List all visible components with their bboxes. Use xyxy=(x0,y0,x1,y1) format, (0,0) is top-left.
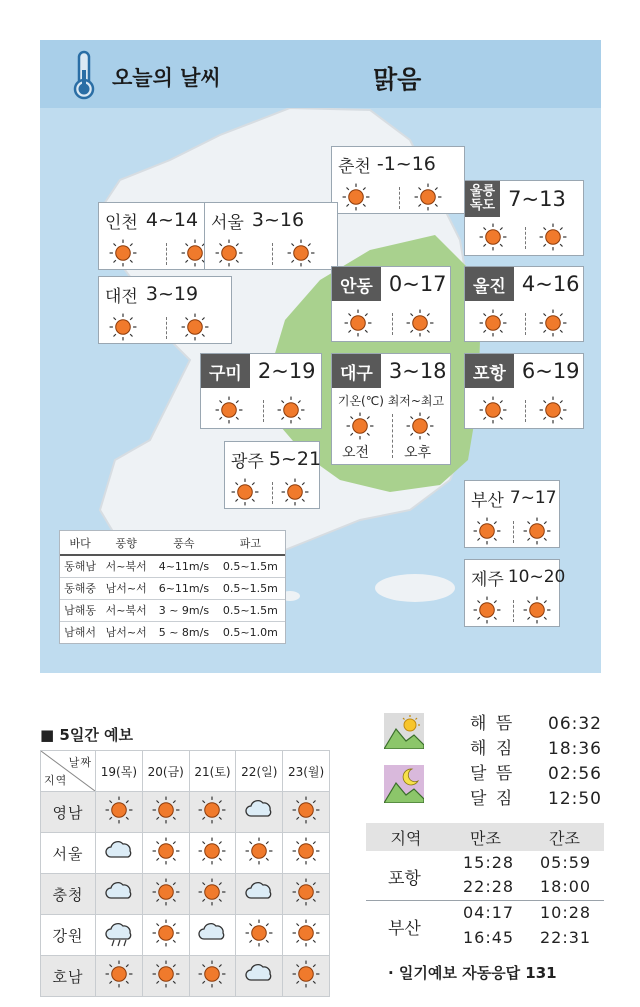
cloud-icon xyxy=(189,915,236,956)
sunset-row xyxy=(470,734,602,759)
divider xyxy=(272,482,273,504)
city-name: 서울 xyxy=(211,212,244,233)
city-name: 광주 xyxy=(231,451,264,472)
table-row xyxy=(41,874,330,915)
divider xyxy=(166,317,167,339)
sun-icon xyxy=(473,517,501,545)
sea-cell: 0.5~1.0m xyxy=(222,625,278,639)
city-name: 구미 xyxy=(201,354,250,388)
sun-icon xyxy=(142,956,189,997)
day-header: 20(금) xyxy=(142,751,189,792)
sun-icon xyxy=(283,874,330,915)
sea-cell: 남서~서 xyxy=(105,626,147,640)
sun-icon xyxy=(236,833,283,874)
sea-cell: 남서~서 xyxy=(100,577,152,599)
am-label: 오전 xyxy=(342,445,370,461)
city-name: 제주 xyxy=(471,569,504,590)
thermometer-icon xyxy=(70,50,98,100)
sun-icon xyxy=(215,239,243,267)
sunset-time: 18:36 xyxy=(548,739,602,759)
sun-icon xyxy=(281,478,309,506)
sun-icon xyxy=(96,956,143,997)
pm-label: 오후 xyxy=(404,445,432,461)
city-temp: 7~13 xyxy=(508,187,566,211)
sun-icon xyxy=(189,956,236,997)
sun-icon xyxy=(539,223,567,251)
table-row xyxy=(60,577,285,599)
sun-icon xyxy=(283,833,330,874)
city-temp: 0~17 xyxy=(388,272,447,296)
city-card-gwangju xyxy=(224,441,320,509)
sun-icon xyxy=(539,309,567,337)
tide-location: 부산 xyxy=(388,919,421,939)
sea-cell: 동해남 xyxy=(60,555,100,577)
city-temp: 6~19 xyxy=(521,359,580,383)
sun-icon xyxy=(283,915,330,956)
divider xyxy=(392,313,393,335)
cloud-icon xyxy=(236,792,283,833)
sun-icon xyxy=(142,915,189,956)
corner-cell xyxy=(41,751,96,792)
table-row xyxy=(41,792,330,833)
sunset-label: 해 짐 xyxy=(470,739,515,759)
divider xyxy=(525,313,526,335)
tide-low-time: 22:31 xyxy=(540,928,592,947)
sun-icon xyxy=(479,309,507,337)
table-row xyxy=(60,621,285,643)
day-header: 19(목) xyxy=(96,751,143,792)
region-name: 서울 xyxy=(41,833,96,874)
sea-cell: 서~북서 xyxy=(100,555,152,577)
city-name: 인천 xyxy=(105,212,138,233)
city-card-daejeon xyxy=(98,276,232,344)
sea-cell: 0.5~1.5m xyxy=(216,599,285,621)
city-card-chuncheon xyxy=(331,146,465,214)
divider xyxy=(263,400,264,422)
divider xyxy=(513,521,514,543)
city-card-daegu xyxy=(331,353,451,465)
cloud-icon xyxy=(236,956,283,997)
region-name: 영남 xyxy=(41,792,96,833)
tide-header-region: 지역 xyxy=(390,828,422,848)
moonset-label: 달 짐 xyxy=(470,789,515,809)
weather-map-panel xyxy=(40,40,601,673)
region-name: 호남 xyxy=(41,956,96,997)
city-name: 춘천 xyxy=(338,156,371,177)
city-temp: 3~18 xyxy=(388,359,447,383)
tide-high-time: 22:28 xyxy=(463,877,515,896)
city-temp: 3~16 xyxy=(251,209,305,231)
tide-header-high: 만조 xyxy=(470,828,501,848)
city-temp: 2~19 xyxy=(257,359,316,383)
sea-cell: 0.5~1.5m xyxy=(216,555,285,577)
city-temp: 4~14 xyxy=(145,209,199,231)
sun-icon xyxy=(523,596,551,624)
sea-header-row xyxy=(60,531,285,555)
sun-icon xyxy=(406,309,434,337)
city-card-jeju xyxy=(464,559,566,627)
tide-location: 포항 xyxy=(388,869,421,889)
region-name: 충청 xyxy=(41,874,96,915)
sun-icon xyxy=(231,478,259,506)
sea-header-cell: 풍속 xyxy=(152,531,216,555)
day-header: 23(월) xyxy=(283,751,330,792)
city-card-gumi xyxy=(200,353,322,429)
rain-cloud-icon xyxy=(96,915,143,956)
sea-conditions-table xyxy=(59,530,286,644)
divider xyxy=(525,227,526,249)
city-card-seoul xyxy=(204,202,338,270)
day-header: 21(토) xyxy=(189,751,236,792)
sun-icon xyxy=(236,915,283,956)
table-row xyxy=(41,833,330,874)
sea-header-cell: 풍향 xyxy=(100,531,152,555)
sun-icon xyxy=(344,309,372,337)
sea-cell: 4~11m/s xyxy=(152,555,216,577)
forecast-title: ■ 5일간 예보 xyxy=(40,726,134,744)
tide-header-low: 간조 xyxy=(549,828,580,848)
sun-icon xyxy=(142,833,189,874)
tide-low-time: 10:28 xyxy=(540,903,592,922)
sun-icon xyxy=(539,396,567,424)
forecast-header-row xyxy=(41,751,330,792)
sun-icon xyxy=(189,874,236,915)
divider xyxy=(166,243,167,265)
sun-icon xyxy=(479,223,507,251)
sun-icon xyxy=(277,396,305,424)
moonrise-row xyxy=(470,759,602,784)
sea-cell: 남해동 xyxy=(60,599,100,621)
sea-cell: 동해중 xyxy=(60,577,100,599)
city-card-pohang xyxy=(464,353,584,429)
sun-icon xyxy=(473,596,501,624)
corner-region-label: 지역 xyxy=(44,774,68,787)
city-card-uljin xyxy=(464,266,584,342)
sea-cell: 서~북서 xyxy=(100,599,152,621)
sun-icon xyxy=(181,313,209,341)
sun-icon xyxy=(96,792,143,833)
temp-legend: 기온(℃) 최저~최고 xyxy=(337,394,445,408)
forecast-table xyxy=(40,750,330,997)
cloud-icon xyxy=(96,833,143,874)
city-card-andong xyxy=(331,266,451,342)
table-row xyxy=(60,555,285,577)
city-temp: 7~17 xyxy=(509,488,557,508)
sun-icon xyxy=(189,792,236,833)
city-card-busan xyxy=(464,480,560,548)
cloud-icon xyxy=(96,874,143,915)
island xyxy=(169,501,201,515)
sun-icon xyxy=(142,792,189,833)
day-header: 22(일) xyxy=(236,751,283,792)
table-row xyxy=(41,915,330,956)
sun-icon xyxy=(283,792,330,833)
city-name: 포항 xyxy=(465,354,514,388)
tide-high-time: 16:45 xyxy=(463,928,515,947)
tide-header xyxy=(366,823,604,851)
moonset-row xyxy=(470,784,602,809)
sun-icon xyxy=(346,412,374,440)
moonset-time: 12:50 xyxy=(548,789,602,809)
region-name: 강원 xyxy=(41,915,96,956)
city-name: 울진 xyxy=(465,267,514,301)
sun-icon xyxy=(189,833,236,874)
sun-icon xyxy=(109,239,137,267)
tide-low-time: 05:59 xyxy=(540,853,592,872)
sea-cell: 5 ~ 8m/s xyxy=(158,625,210,639)
city-temp: 3~19 xyxy=(145,283,199,305)
divider xyxy=(525,400,526,422)
city-name: 대전 xyxy=(105,286,138,307)
city-name: 부산 xyxy=(471,490,504,511)
sun-icon xyxy=(342,183,370,211)
sea-header-cell: 파고 xyxy=(216,531,285,555)
city-temp: 5~21 xyxy=(268,448,322,470)
sea-cell: 0.5~1.5m xyxy=(216,577,285,599)
tide-low-time: 18:00 xyxy=(540,877,592,896)
sun-icon xyxy=(109,313,137,341)
sunrise-label: 해 뜸 xyxy=(470,714,515,734)
city-temp: 4~16 xyxy=(521,272,580,296)
sunrise-row xyxy=(470,709,602,734)
tide-high-time: 04:17 xyxy=(463,903,515,922)
city-temp: 10~20 xyxy=(507,567,566,587)
city-name: 대구 xyxy=(332,354,381,388)
sea-header-cell: 바다 xyxy=(60,531,100,555)
city-temp: -1~16 xyxy=(376,153,436,175)
weather-condition: 맑음 xyxy=(373,65,422,94)
city-name: 안동 xyxy=(332,267,381,301)
sun-icon xyxy=(479,396,507,424)
moonrise-label: 달 뜸 xyxy=(470,764,515,784)
cloud-icon xyxy=(236,874,283,915)
divider xyxy=(399,187,400,209)
divider xyxy=(513,600,514,622)
sun-icon xyxy=(142,874,189,915)
tide-divider xyxy=(366,900,604,901)
sea-cell: 6~11m/s xyxy=(152,577,216,599)
sea-cell: 3 ~ 9m/s xyxy=(152,599,216,621)
jeju-island xyxy=(375,574,455,602)
sunrise-scene-icon xyxy=(384,713,424,749)
city-card-ulleung xyxy=(464,180,584,256)
page-title: 오늘의 날씨 xyxy=(112,66,221,90)
corner-date-label: 날짜 xyxy=(68,756,92,769)
sun-icon xyxy=(414,183,442,211)
sun-icon xyxy=(406,412,434,440)
sun-icon xyxy=(283,956,330,997)
moonrise-time: 02:56 xyxy=(548,764,602,784)
divider xyxy=(392,414,393,458)
table-row xyxy=(41,956,330,997)
sunrise-time: 06:32 xyxy=(548,714,602,734)
forecast-phone-info: · 일기예보 자동응답 131 xyxy=(388,964,557,982)
sun-icon xyxy=(215,396,243,424)
sun-icon xyxy=(287,239,315,267)
city-name: 울릉 독도 xyxy=(465,181,500,217)
table-row xyxy=(60,599,285,621)
moonrise-scene-icon xyxy=(384,765,424,803)
divider xyxy=(272,243,273,265)
tide-high-time: 15:28 xyxy=(463,853,515,872)
sun-icon xyxy=(523,517,551,545)
sea-cell: 남해서 xyxy=(64,626,97,640)
